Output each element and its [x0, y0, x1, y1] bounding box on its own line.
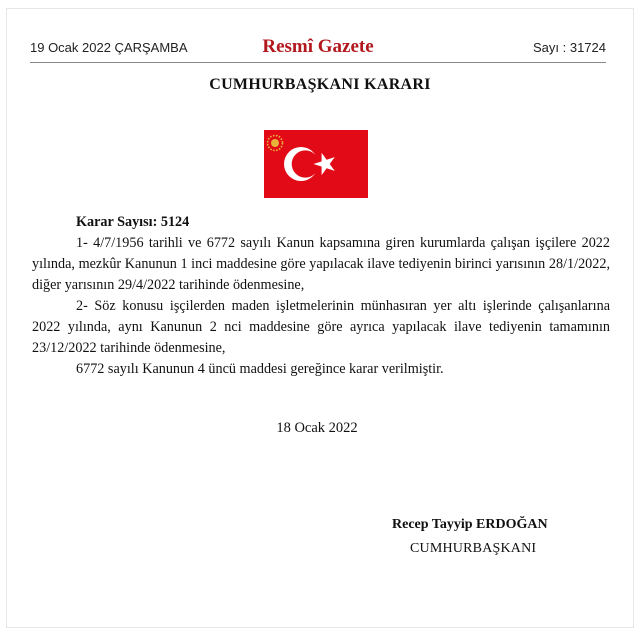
signature-date: 18 Ocak 2022	[276, 420, 358, 436]
header-date: 19 Ocak 2022 ÇARŞAMBA	[30, 40, 188, 55]
decree-heading: CUMHURBAŞKANI KARARI	[209, 76, 431, 93]
gazette-header	[30, 36, 606, 62]
decree-article-1: 1- 4/7/1956 tarihli ve 6772 sayılı Kanun kapsamına giren kurumlarda çalışan işçilere 2022 yılında, mezkûr Kanunun 1 inci maddesine göre yapılacak ilave tediyenin birinci yarısının 28/1/2022, diğer yarısının 29/4/2022 tarihinde ödenmesine,	[32, 235, 610, 293]
decree-body	[32, 212, 610, 380]
signer-name: Recep Tayyip ERDOĞAN	[392, 517, 548, 532]
signer-title: CUMHURBAŞKANI	[410, 541, 537, 556]
turkish-flag-icon	[264, 130, 368, 198]
header-divider	[30, 62, 606, 63]
decree-article-2: 2- Söz konusu işçilerden maden işletmelerinin münhasıran yer altı işlerinde çalışanlarına 2022 yılında, aynı Kanunun 2 nci maddesine göre ayrıca yapılacak ilave tediyenin tamamının 23/12/2022 tarihinde ödenmesine,	[32, 298, 610, 356]
decision-number: Karar Sayısı: 5124	[76, 214, 190, 230]
gazette-title: Resmî Gazete	[262, 36, 374, 57]
issue-number: Sayı : 31724	[533, 40, 606, 55]
decree-closing: 6772 sayılı Kanunun 4 üncü maddesi gereğince karar verilmiştir.	[76, 361, 444, 377]
